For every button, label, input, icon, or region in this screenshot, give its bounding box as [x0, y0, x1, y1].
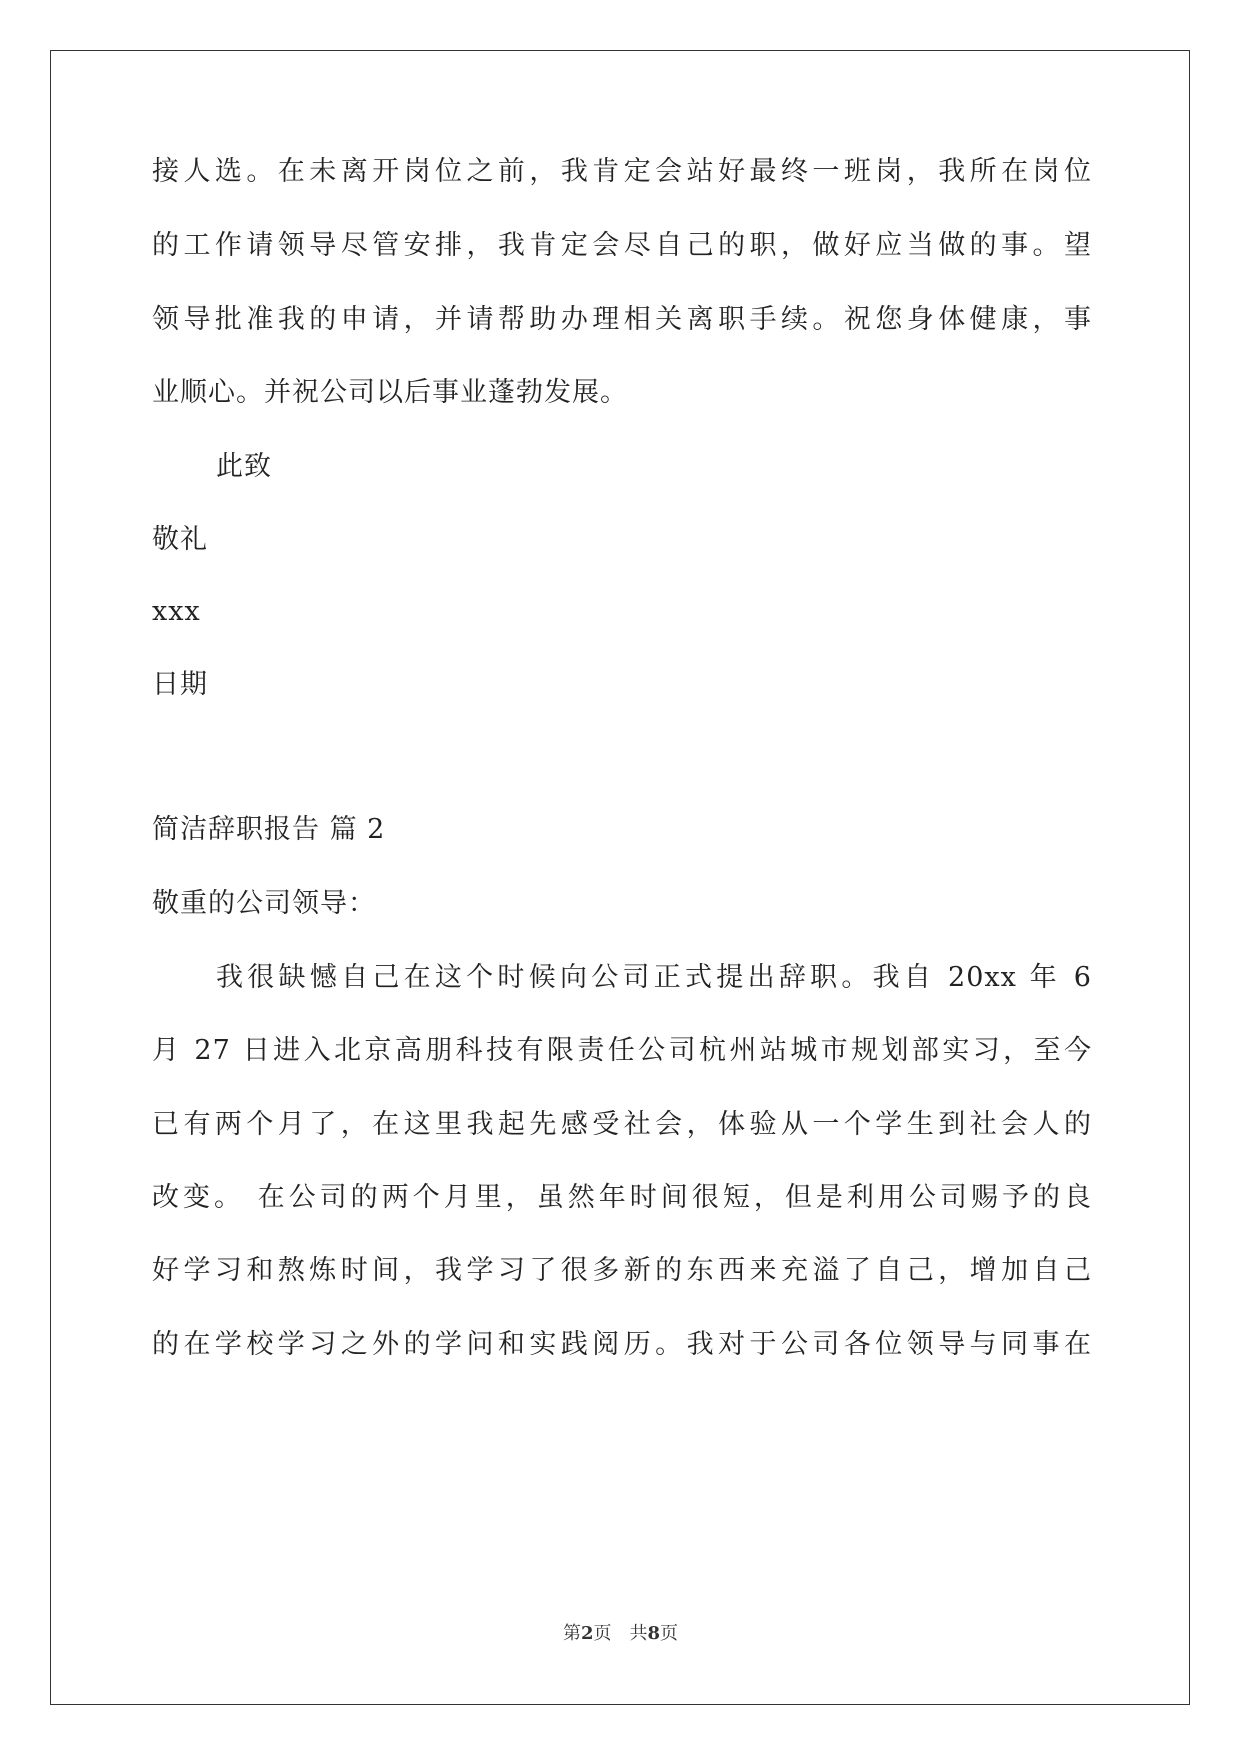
- signature-date: 日期: [152, 669, 208, 700]
- closing-regards: 敬礼: [152, 524, 208, 555]
- current-page-number: 2: [580, 1623, 594, 1644]
- text-line: 改变。 在公司的两个月里，虽然年时间很短，但是利用公司赐予的良: [152, 1182, 1092, 1213]
- text-line: 我很缺憾自己在这个时候向公司正式提出辞职。我自 20xx 年 6: [216, 962, 1092, 993]
- text-line: 月 27 日进入北京高朋科技有限责任公司杭州站城市规划部实习，至今: [152, 1035, 1092, 1066]
- text-line: 好学习和熬炼时间，我学习了很多新的东西来充溢了自己，增加自己: [152, 1255, 1092, 1286]
- page-border: [50, 50, 1190, 1705]
- footer-middle: 页 共: [593, 1623, 648, 1644]
- section-title: 简洁辞职报告 篇 2: [152, 814, 386, 845]
- page-footer: [0, 1622, 1241, 1646]
- footer-suffix: 页: [660, 1623, 679, 1644]
- text-line: 领导批准我的申请，并请帮助办理相关离职手续。祝您身体健康，事: [152, 304, 1092, 335]
- total-page-count: 8: [647, 1623, 661, 1644]
- footer-prefix: 第: [562, 1623, 581, 1644]
- text-line: 已有两个月了，在这里我起先感受社会，体验从一个学生到社会人的: [152, 1109, 1092, 1140]
- closing-salutation: 此致: [216, 451, 272, 482]
- text-line: 的在学校学习之外的学问和实践阅历。我对于公司各位领导与同事在: [152, 1329, 1092, 1360]
- text-line: 的工作请领导尽管安排，我肯定会尽自己的职，做好应当做的事。望: [152, 230, 1092, 261]
- greeting: 敬重的公司领导：: [152, 888, 376, 919]
- text-line: 业顺心。并祝公司以后事业蓬勃发展。: [152, 377, 628, 408]
- text-line: 接人选。在未离开岗位之前，我肯定会站好最终一班岗，我所在岗位: [152, 156, 1092, 187]
- signature-name: xxx: [152, 596, 201, 627]
